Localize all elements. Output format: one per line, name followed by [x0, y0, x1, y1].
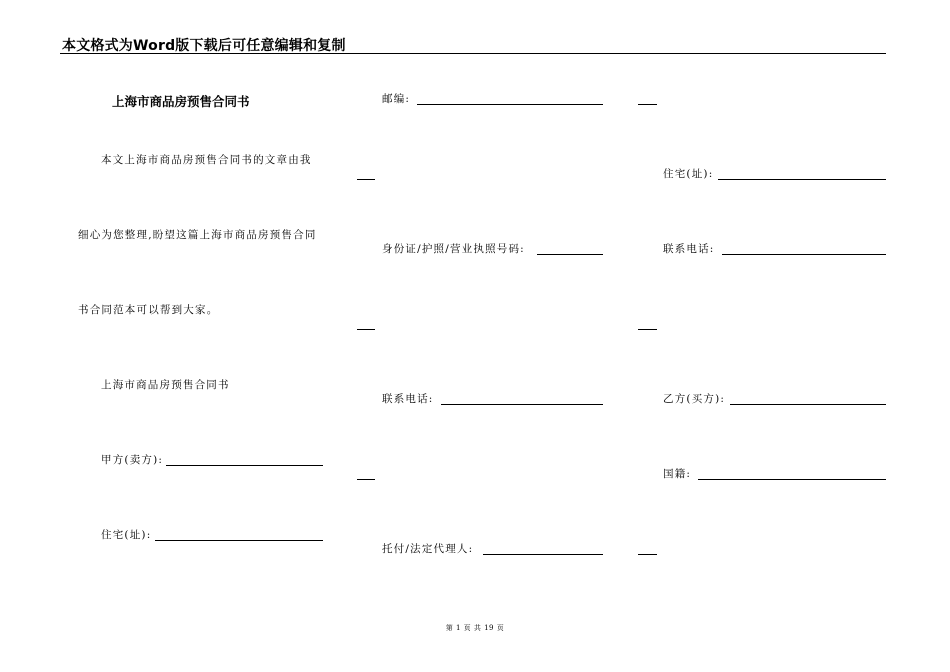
header-rule [60, 53, 886, 54]
agent-address-label: 住宅(址): [663, 168, 714, 180]
seller-address-label: 住宅(址): [101, 529, 152, 541]
continuation-line [638, 104, 657, 105]
continuation-line [638, 329, 657, 330]
party-a-label: 甲方(卖方): [101, 454, 164, 466]
buyer-nationality-blank [698, 479, 886, 480]
continuation-line [357, 179, 375, 180]
seller-agent-blank [483, 554, 603, 555]
continuation-line [357, 329, 375, 330]
seller-address-blank [155, 540, 323, 541]
seller-id-blank [537, 254, 603, 255]
seller-id-label: 身份证/护照/营业执照号码: [382, 243, 525, 255]
document-title: 上海市商品房预售合同书 [112, 94, 250, 109]
seller-postcode-blank [417, 104, 603, 105]
seller-phone-label: 联系电话: [382, 393, 434, 405]
page-number: 第 1 页 共 19 页 [445, 624, 505, 632]
agent-address-blank [718, 179, 886, 180]
document-header: 本文格式为Word版下载后可任意编辑和复制 [62, 38, 346, 54]
intro-line-1: 本文上海市商品房预售合同书的文章由我 [101, 154, 312, 166]
seller-phone-blank [441, 404, 603, 405]
buyer-nationality-label: 国籍: [663, 468, 692, 480]
contract-subtitle: 上海市商品房预售合同书 [101, 379, 230, 391]
continuation-line [357, 479, 375, 480]
party-b-blank [730, 404, 886, 405]
continuation-line [638, 554, 657, 555]
party-b-label: 乙方(买方): [663, 393, 726, 405]
seller-agent-label: 托付/法定代理人: [382, 543, 474, 555]
intro-line-2: 细心为您整理,盼望这篇上海市商品房预售合同 [78, 229, 317, 241]
seller-postcode-label: 邮编: [382, 93, 411, 105]
party-a-blank [166, 465, 323, 466]
agent-phone-label: 联系电话: [663, 243, 715, 255]
agent-phone-blank [722, 254, 886, 255]
intro-line-3: 书合同范本可以帮到大家。 [78, 304, 219, 316]
